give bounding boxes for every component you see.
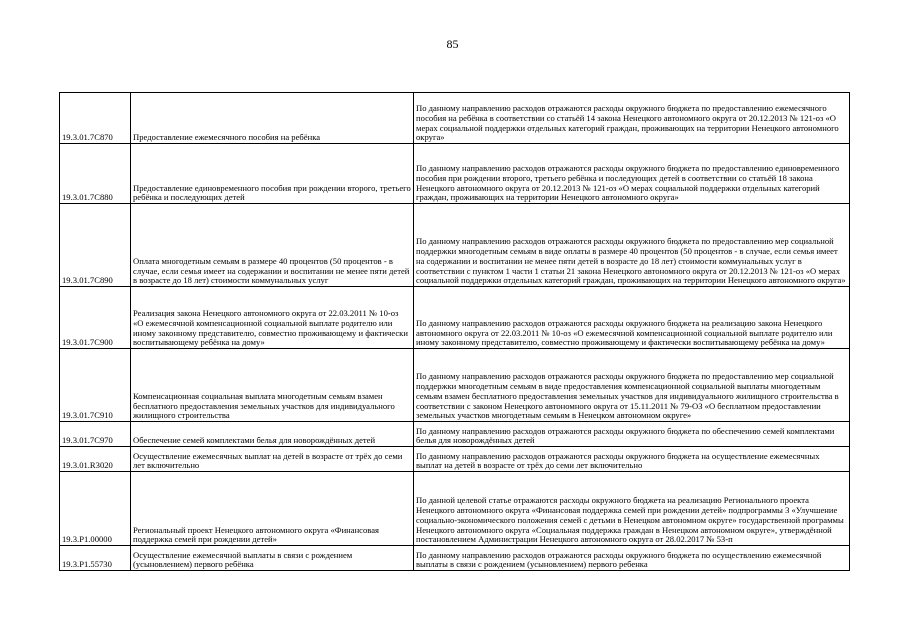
row-description: По данному направлению расходов отражаются расходы окружного бюджета на осуществление ежемесячных выплат на детей в возрасте от трёх до семи лет включительно: [414, 447, 850, 472]
table-row: [60, 472, 850, 546]
row-code: 19.3.01.7С890: [60, 204, 131, 287]
row-name: Обеспечение семей комплектами белья для новорождённых детей: [131, 422, 414, 447]
table-row: [60, 144, 850, 204]
row-name: Осуществление ежемесячной выплаты в связи с рождением (усыновлением) первого ребёнка: [131, 546, 414, 571]
row-description: По данному направлению расходов отражаются расходы окружного бюджета по предоставлению мер социальной поддержки многодетным семьям в виде предоставления компенсационной социальной выплаты многодетным семьям взамен бесплатного предоставления земельных участков для индивидуального жилищного строительства в соответствии с законом Ненецкого автономного округа от 15.11.2011 № 79-ОЗ «О бесплатном предоставлении земельных участков многодетным семьям в Ненецком автономном округе»: [414, 349, 850, 422]
budget-classification-table: [59, 92, 850, 571]
row-code: 19.3.01.R3020: [60, 447, 131, 472]
row-description: По данному направлению расходов отражаются расходы окружного бюджета по обеспечению семей комплектами белья для новорождённых детей: [414, 422, 850, 447]
row-name: Оплата многодетным семьям в размере 40 процентов (50 процентов - в случае, если семья имеет на содержании и воспитании не менее пяти детей в возрасте до 18 лет) стоимости коммунальных услуг: [131, 204, 414, 287]
row-name: Осуществление ежемесячных выплат на детей в возрасте от трёх до семи лет включительно: [131, 447, 414, 472]
row-description: По данному направлению расходов отражаются расходы окружного бюджета на реализацию закона Ненецкого автономного округа от 22.03.2011 № 10-оз «О ежемесячной компенсационной социальной выплате родителю или иному законному представителю, совместно проживающему и фактически воспитывающему ребёнка на дому»: [414, 287, 850, 349]
row-code: 19.3.Р1.55730: [60, 546, 131, 571]
row-code: 19.3.01.7С910: [60, 349, 131, 422]
row-name: Компенсационная социальная выплата многодетным семьям взамен бесплатного предоставления земельных участков для индивидуального жилищного строительства: [131, 349, 414, 422]
row-description: По данному направлению расходов отражаются расходы окружного бюджета по предоставлению ежемесячного пособия на ребёнка в соответствии со статьёй 14 закона Ненецкого автономного округа от 20.12.2013 № 121-оз «О мерах социальной поддержки отдельных категорий граждан, проживающих на территории Ненецкого автономного округа»: [414, 93, 850, 144]
row-code: 19.3.01.7С880: [60, 144, 131, 204]
row-code: 19.3.01.7С900: [60, 287, 131, 349]
table-row: [60, 349, 850, 422]
row-description: По данному направлению расходов отражаются расходы окружного бюджета по осуществлению ежемесячной выплаты в связи с рождением (усыновлением) первого ребенка: [414, 546, 850, 571]
page-number: 85: [446, 37, 459, 51]
row-code: 19.3.01.7С970: [60, 422, 131, 447]
table-row: [60, 546, 850, 571]
row-name: Реализация закона Ненецкого автономного округа от 22.03.2011 № 10-оз «О ежемесячной компенсационной социальной выплате родителю или иному законному представителю, совместно проживающему и фактически воспитывающему ребёнка на дому»: [131, 287, 414, 349]
table-row: [60, 287, 850, 349]
row-description: По данному направлению расходов отражаются расходы окружного бюджета по предоставлению единовременного пособия при рождении второго, третьего ребёнка и последующих детей в соответствии со статьёй 18 закона Ненецкого автономного округа от 20.12.2013 № 121-оз «О мерах социальной поддержки отдельных категорий граждан, проживающих на территории Ненецкого автономного округа»: [414, 144, 850, 204]
row-code: 19.3.Р1.00000: [60, 472, 131, 546]
row-name: Предоставление ежемесячного пособия на ребёнка: [131, 93, 414, 144]
table-row: [60, 93, 850, 144]
row-name: Региональный проект Ненецкого автономного округа «Финансовая поддержка семей при рождении детей»: [131, 472, 414, 546]
row-code: 19.3.01.7С870: [60, 93, 131, 144]
table-row: [60, 422, 850, 447]
row-description: По данной целевой статье отражаются расходы окружного бюджета на реализацию Регионального проекта Ненецкого автономного округа «Финансовая поддержка семей при рождении детей» подпрограммы 3 «Улучшение социально-экономического положения семей с детьми в Ненецком автономном округе» государственной программы Ненецкого автономного округа «Социальная поддержка граждан в Ненецком автономном округе», утверждённой постановлением Администрации Ненецкого автономного округа от 28.02.2017 № 53-п: [414, 472, 850, 546]
row-description: По данному направлению расходов отражаются расходы окружного бюджета по предоставлению мер социальной поддержки многодетным семьям в виде оплаты в размере 40 процентов (50 процентов - в случае, если семья имеет на содержании и воспитании не менее пяти детей в возрасте до 18 лет) стоимости коммунальных услуг в соответствии с пунктом 1 части 1 статьи 21 закона Ненецкого автономного округа от 20.12.2013 № 121-оз «О мерах социальной поддержки отдельных категорий граждан, проживающих на территории Ненецкого автономного округа»: [414, 204, 850, 287]
table-row: [60, 204, 850, 287]
table-row: [60, 447, 850, 472]
row-name: Предоставление единовременного пособия при рождении второго, третьего ребёнка и последующих детей: [131, 144, 414, 204]
